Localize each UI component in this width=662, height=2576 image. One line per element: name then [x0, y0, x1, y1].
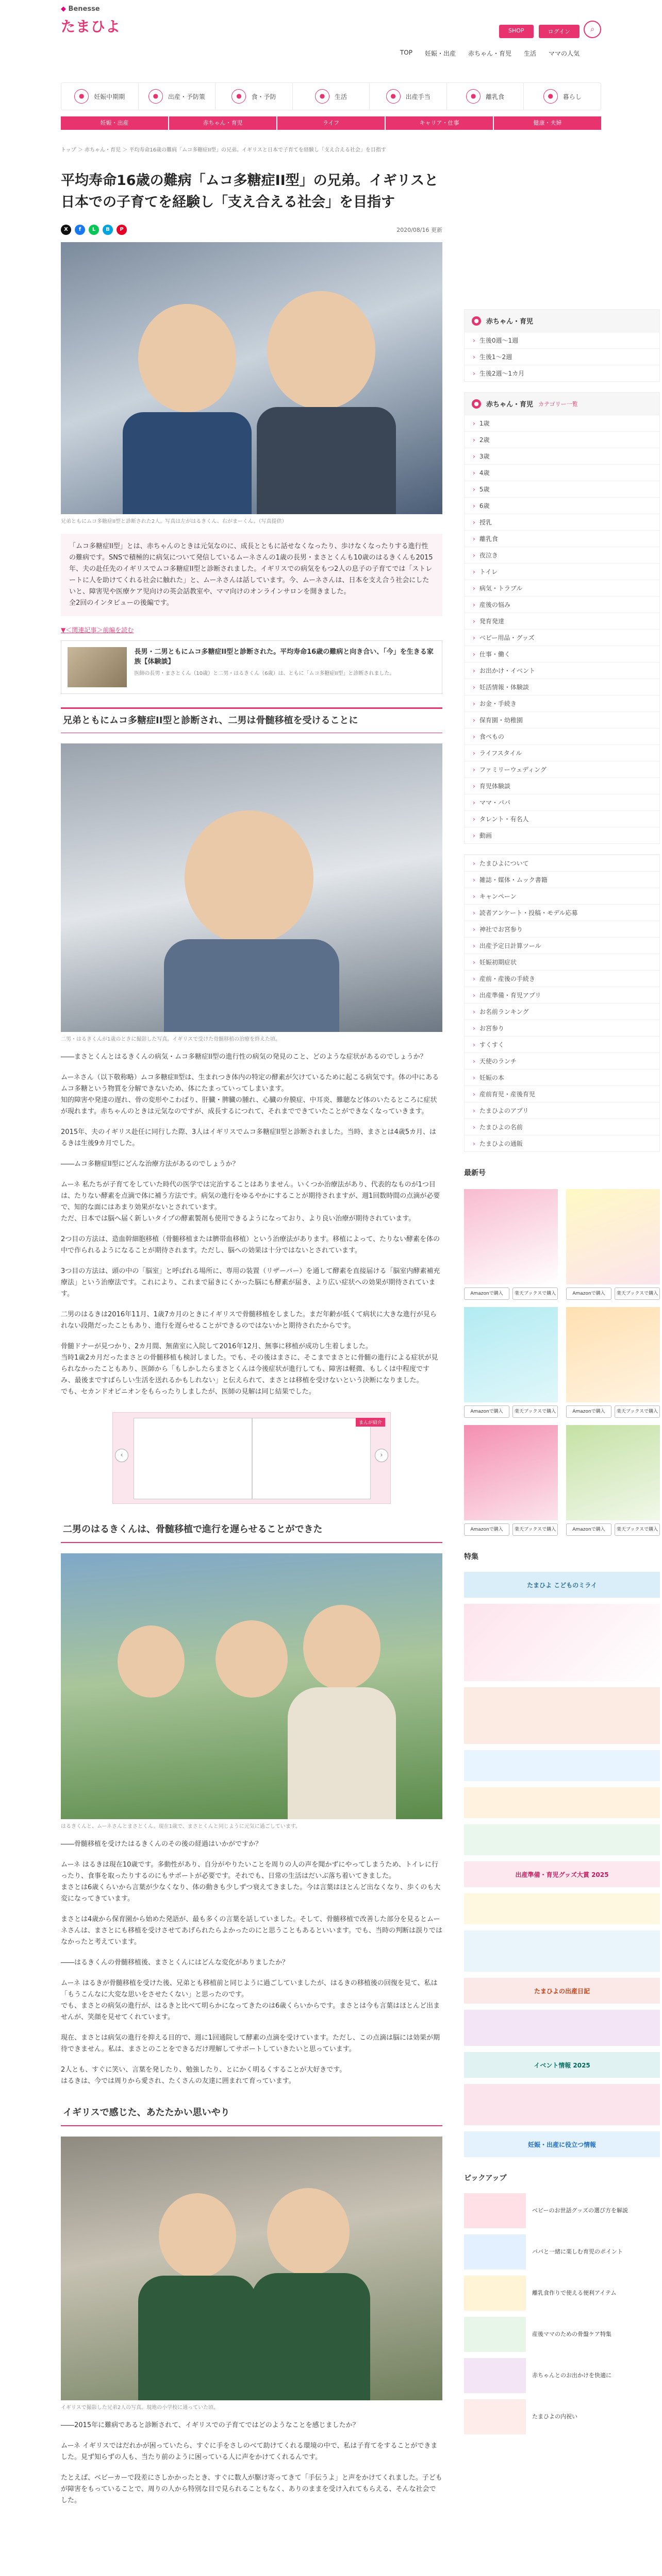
- sidebar-item[interactable]: › 生後1〜2週: [465, 348, 659, 365]
- sidebar-category-item[interactable]: › 発育発達: [465, 613, 659, 629]
- subnav-item[interactable]: 赤ちゃん・育児: [169, 116, 276, 130]
- sidebar-category-item[interactable]: › ファミリーウェディング: [465, 761, 659, 777]
- category-icon: ●: [386, 89, 401, 104]
- rakuten-buy-button[interactable]: 楽天ブックスで購入: [615, 1287, 660, 1300]
- photo-caption: 二男・はるきくんが1歳のときに撮影した写真。イギリスで受けた骨髄移植の治療を終えた頃。: [61, 1037, 281, 1042]
- category-icon: ●: [543, 89, 558, 104]
- article: [61, 170, 442, 2506]
- sidebar-misc-item[interactable]: › たまひよの名前: [465, 1118, 659, 1135]
- feature-banner[interactable]: 妊娠・出産に役立つ情報: [464, 2131, 660, 2157]
- sidebar-category-item[interactable]: › 保育園・幼稚園: [465, 711, 659, 728]
- sidebar-category-item[interactable]: › トイレ: [465, 563, 659, 580]
- sidebar-misc-item[interactable]: › たまひよのアプリ: [465, 1102, 659, 1118]
- related-link[interactable]: ▼＜関連記事＞前編を読む: [61, 626, 134, 634]
- magazine-card: [566, 1425, 660, 1536]
- child-face-left: [138, 304, 236, 412]
- sidebar-category-item[interactable]: › お出かけ・イベント: [465, 662, 659, 679]
- answer-text: 現在、まさとは病気の進行を抑える目的で、週に1回通院して酵素の点滴を受けています。ただし、この点滴は脳には効果が期待できません。私は、まさとのことをできるだけ理解してサポートしていきたいと思っています。: [61, 2034, 440, 2053]
- sidebar-category-item[interactable]: › 3歳: [465, 448, 659, 464]
- feature-banner[interactable]: たまひよ こどものミライ: [464, 1572, 660, 1598]
- magazine-cover[interactable]: [464, 1425, 558, 1520]
- related-thumbnail: [68, 647, 127, 687]
- sidebar-category-item[interactable]: › 5歳: [465, 481, 659, 497]
- answer-text: ムーネ はるきは現在10歳です。多動性があり、自分がやりたいことを周りの人の声を聞かずにやってしまうため、トイレに行ったり、食事を取ったりするのにもサポートが必要です。それでも、日常の生活はだいぶ落ち着いてきました。 まさとは6歳くらいから言葉が少なくなり、体の動きも少しずつ衰えてきました。今は言葉はほとんど出なくなり、歩くのも大変になってきています。: [61, 1861, 441, 1903]
- pickup-thumbnail: [464, 2358, 526, 2393]
- category-icon: ●: [315, 89, 329, 104]
- sidebar-category-item[interactable]: › 食べもの: [465, 728, 659, 744]
- sidebar-misc-item[interactable]: › 天使のランチ: [465, 1053, 659, 1069]
- sidebar-category-item[interactable]: › 2歳: [465, 431, 659, 448]
- pickup-title: パパと一緒に楽しむ育児のポイント: [532, 2248, 623, 2255]
- hero-photo: [61, 242, 442, 514]
- sidebar-category-item[interactable]: › 仕事・働く: [465, 646, 659, 662]
- category-item[interactable]: ● 出産・予防策: [139, 83, 216, 110]
- sidebar-heading: ● 赤ちゃん・育児: [465, 310, 659, 332]
- answer-text: 3つ目の方法は、頭の中の「脳室」と呼ばれる場所に、専用の装置（リザーバー）を通して酵素を直接届ける「脳室内酵素補充療法」という治療法です。これにより、これまで届きにくかった脳にも酵素が届き、より広い症状への効果が期待されています。: [61, 1267, 440, 1298]
- pickup-item[interactable]: [464, 2358, 660, 2393]
- question-text: ――はるきくんの骨髄移植後、まさとくんにはどんな変化がありましたか？: [61, 1959, 289, 1967]
- x-share-icon[interactable]: X: [61, 225, 71, 235]
- related-desc: 医師の長男・まさとくん（10歳）と二男・はるきくん（6歳）は、ともに「ムコ多糖症II型」と診断されました。: [134, 671, 395, 676]
- magazine-cover[interactable]: [566, 1189, 660, 1284]
- gnav-item[interactable]: ママの人気: [548, 50, 580, 57]
- magazine-card: [566, 1307, 660, 1418]
- sidebar-category-item[interactable]: › 1歳: [465, 415, 659, 431]
- feature-banner[interactable]: たまひよの出産日記: [464, 1978, 660, 2004]
- related-title[interactable]: 長男・二男ともにムコ多糖症II型と診断された。平均寿命16歳の難病と向き合い、「今」を生きる家族【体験談】: [134, 648, 434, 666]
- uk-photo: [61, 2137, 442, 2400]
- sidebar-category-item[interactable]: › 育児体験談: [465, 777, 659, 794]
- amazon-buy-button[interactable]: Amazonで購入: [464, 1287, 509, 1300]
- login-button[interactable]: ログイン: [539, 25, 580, 38]
- gnav-item[interactable]: 妊娠・出産: [424, 50, 456, 57]
- sidebar-misc-item[interactable]: › たまひよについて: [465, 855, 659, 871]
- benesse-brand[interactable]: ◆ Benesse: [61, 5, 100, 13]
- pickup-item[interactable]: [464, 2399, 660, 2434]
- pickup-item[interactable]: [464, 2193, 660, 2228]
- magazine-cover[interactable]: [566, 1307, 660, 1402]
- pickup-thumbnail: [464, 2317, 526, 2352]
- answer-text: 2015年、夫のイギリス赴任に同行した際、3人はイギリスでムコ多糖症II型と診断されました。当時、まさとは4歳5カ月、はるきは生後9カ月でした。: [61, 1128, 437, 1147]
- sidebar-category-item[interactable]: › お金・手続き: [465, 695, 659, 711]
- sidebar-misc-item[interactable]: › お名前ランキング: [465, 1003, 659, 1020]
- sidebar-category-item[interactable]: › 産後の悩み: [465, 596, 659, 613]
- category-item[interactable]: ● 出産手当: [370, 83, 447, 110]
- magazine-card: [464, 1425, 558, 1536]
- rakuten-buy-button[interactable]: 楽天ブックスで購入: [512, 1405, 558, 1418]
- answer-text: ムーネ イギリスではだれかが困っていたら、すぐに手をさしのべて助けてくれる環境の中で、私は子育てをすることができました。見ず知らずの人も、当たり前のように困っている人に声をかけてくれるんです。: [61, 2442, 438, 2461]
- category-item[interactable]: ● 生活: [293, 83, 370, 110]
- gnav-item[interactable]: 赤ちゃん・育児: [468, 50, 511, 57]
- subnav-item[interactable]: ライフ: [277, 116, 385, 130]
- subnav-item[interactable]: 健康・夫婦: [494, 116, 601, 130]
- baby-icon: ●: [472, 316, 481, 326]
- child-face: [216, 1620, 288, 1698]
- question-text: ――骨髄移植を受けたはるきくんのその後の経過はいかがですか？: [61, 1840, 262, 1848]
- sidebar: [464, 309, 660, 2434]
- sidebar-misc-item[interactable]: › 読者アンケート・投稿・モデル応募: [465, 904, 659, 921]
- sidebar-category-item[interactable]: › 病気・トラブル: [465, 580, 659, 596]
- section-heading: イギリスで感じた、あたたかい思いやり: [61, 2100, 442, 2126]
- sidebar-misc-item[interactable]: › 神社でお宮参り: [465, 921, 659, 937]
- sidebar-misc-item[interactable]: › 雑誌・媒体・ムック書籍: [465, 871, 659, 888]
- baby-icon: ●: [472, 399, 481, 409]
- line-share-icon[interactable]: L: [89, 225, 99, 235]
- pickup-title: ベビーのお世話グッズの選び方を解説: [532, 2207, 628, 2214]
- category-item[interactable]: ● 妊娠中期期: [61, 83, 139, 110]
- pickup-item[interactable]: [464, 2317, 660, 2352]
- pickup-item[interactable]: [464, 2234, 660, 2269]
- sidebar-misc-item[interactable]: › 出産予定日計算ツール: [465, 937, 659, 954]
- sidebar-category-item[interactable]: › 離乳食: [465, 530, 659, 547]
- gnav-item[interactable]: 生活: [523, 50, 536, 57]
- shop-button[interactable]: SHOP: [499, 25, 534, 38]
- subnav-item[interactable]: キャリア・仕事: [386, 116, 493, 130]
- sidebar-category-item[interactable]: › ベビー用品・グッズ: [465, 629, 659, 646]
- sub-nav: [61, 116, 601, 130]
- sidebar-category-item[interactable]: › ライフスタイル: [465, 744, 659, 761]
- rakuten-buy-button[interactable]: 楽天ブックスで購入: [615, 1523, 660, 1536]
- pinterest-share-icon[interactable]: P: [117, 225, 127, 235]
- magazine-card: [566, 1189, 660, 1300]
- pickup-item[interactable]: [464, 2276, 660, 2311]
- breadcrumb[interactable]: トップ ＞ 赤ちゃん・育児 ＞ 平均寿命16歳の難病「ムコ多糖症II型」の兄弟。イギリスと日本で子育てを経験し「支え合える社会」を目指す: [61, 147, 386, 153]
- question-text: ――まさとくんとはるきくんの病気・ムコ多糖症II型の進行性の病気の発見のこと、どのような症状があるのでしょうか？: [61, 1053, 427, 1061]
- amazon-buy-button[interactable]: Amazonで購入: [464, 1405, 509, 1418]
- amazon-buy-button[interactable]: Amazonで購入: [566, 1405, 611, 1418]
- family-photo: [61, 1553, 442, 1819]
- sidebar-heading: ● 赤ちゃん・育児 カテゴリー一覧: [465, 393, 659, 415]
- amazon-buy-button[interactable]: Amazonで購入: [464, 1523, 509, 1536]
- category-icon: ●: [231, 89, 246, 104]
- answer-text: ムーネ 私たちが子育てをしていた時代の医学では完治することはありません。いくつか治療法があり、代表的なものが1つ目は、たりない酵素を点滴で体に補う方法です。病気の進行をゆるやかにすることが期待されますが、週1回数時間の点滴が必要で、知的な面にはあまり効果がないとされています。 ただ、日本では脳へ届く新しいタイプの酵素製剤も使用できるようになっており、より良い治療が期待されています。: [61, 1181, 440, 1223]
- feature-banner[interactable]: イベント情報 2025: [464, 2052, 660, 2078]
- question-text: ――2015年に難病であると診断されて、イギリスでの子育てではどのようなことを感じましたか？: [61, 2421, 359, 2429]
- magazine-cover[interactable]: [464, 1189, 558, 1284]
- answer-text: たとえば、ベビーカーで段差にさしかかったとき、すぐに数人が駆け寄ってきて「手伝うよ」と声をかけてくれました。子どもが障害をもっていることで、周りの人から特別な目で見られることもなく、ありのままを受け入れてもらえる、そんな社会でした。: [61, 2474, 442, 2504]
- answer-text: ムーネさん（以下敬称略）ムコ多糖症II型は、生まれつき体内の特定の酵素が欠けているために起こる病気です。体の中にあるムコ多糖という物質を分解できないため、体にたまっていってしまいます。 知的障害や発達の遅れ、骨の変形やこわばり、肝臓・脾臓の腫れ、心臓の弁膜症、中耳炎、難聴など体のいたるところに症状が現れます。赤ちゃんのときは元気なのですが、成長するにつれて、それまでできていたことができなくなっていきます。: [61, 1074, 439, 1115]
- pickup-thumbnail: [464, 2276, 526, 2311]
- subnav-item[interactable]: 妊娠・出産: [61, 116, 168, 130]
- sidebar-category-item[interactable]: › 授乳: [465, 514, 659, 530]
- sidebar-item[interactable]: › 生後0週〜1週: [465, 332, 659, 348]
- amazon-buy-button[interactable]: Amazonで購入: [566, 1287, 611, 1300]
- comic-panel: [134, 1418, 252, 1499]
- sidebar-category-item[interactable]: › 妊活情報・体験談: [465, 679, 659, 695]
- photo-caption: 兄弟ともにムコ多糖症II型と診断された2人。写真は左がはるきくん、右がまーくん。（写真提供）: [61, 519, 287, 524]
- photo-caption: イギリスで撮影した兄弟2人の写真。現地の小学校に通っていた頃。: [61, 2405, 219, 2411]
- answer-text: 骨髄ドナーが見つかり、2カ月間、無菌室に入院して2016年12月、無事に移植が成功し生着しました。 当時1歳2カ月だったまさとの骨髄移植も検討しました。でも、その後はまさに、そこまでまさとに骨髄の進行による症状が見られなかったこともあり、医師から「もしかしたらまさとくんは今後症状が進行しても、障害は軽微、もしくは中程度ですみ、最後まですばらしい生活を送れるかもしれない」と伝えられて、まさとは移植を受けないという決断になりました。 でも、セカンドオピニオンをもらったりしましたが、医師の見解は同じ結果でした。: [61, 1343, 438, 1396]
- answer-text: 二男のはるきは2016年11月、1歳7カ月のときにイギリスで骨髄移植をしました。まだ年齢が低くて病状に大きな進行が見られない段階だったこともあり、進行を遅らせることができるのではないかと期待されたからです。: [61, 1311, 437, 1330]
- category-item[interactable]: ● 離乳食: [447, 83, 524, 110]
- facebook-share-icon[interactable]: f: [75, 225, 85, 235]
- question-text: ――ムコ多糖症II型にどんな治療方法があるのでしょうか？: [61, 1160, 239, 1168]
- sidebar-child-box: [464, 309, 660, 382]
- pickup-heading: ピックアップ: [464, 2174, 507, 2182]
- sidebar-misc-item[interactable]: › すくすく: [465, 1036, 659, 1053]
- rakuten-buy-button[interactable]: 楽天ブックスで購入: [615, 1405, 660, 1418]
- category-icon: ●: [148, 89, 163, 104]
- rakuten-buy-button[interactable]: 楽天ブックスで購入: [512, 1287, 558, 1300]
- sidebar-category-item[interactable]: › 6歳: [465, 497, 659, 514]
- pickup-thumbnail: [464, 2193, 526, 2228]
- page-title: 平均寿命16歳の難病「ムコ多糖症II型」の兄弟。イギリスと日本での子育てを経験し「支え合える社会」を目指す: [61, 173, 439, 210]
- child-face: [267, 2188, 350, 2276]
- comic-panel: [252, 1418, 371, 1499]
- sidebar-misc-item[interactable]: › お宮参り: [465, 1020, 659, 1036]
- pickup-thumbnail: [464, 2399, 526, 2434]
- child-face: [185, 810, 313, 944]
- mother-face: [303, 1605, 380, 1690]
- gnav-item[interactable]: TOP: [400, 49, 412, 56]
- pickup-title: 離乳食作りで使える便利アイテム: [532, 2290, 617, 2296]
- share-bar: [61, 225, 127, 235]
- search-icon[interactable]: ⌕: [584, 21, 601, 38]
- sidebar-category-item[interactable]: › タレント・有名人: [465, 810, 659, 827]
- hospital-photo: [61, 743, 442, 1032]
- section-heading: 二男のはるきくんは、骨髄移植で進行を遅らせることができた: [61, 1517, 442, 1543]
- sidebar-misc-item[interactable]: › キャンペーン: [465, 888, 659, 904]
- category-icon: ●: [74, 89, 89, 104]
- category-nav: [61, 82, 601, 110]
- category-icon: ●: [466, 89, 481, 104]
- amazon-buy-button[interactable]: Amazonで購入: [566, 1523, 611, 1536]
- sidebar-category-item[interactable]: › 4歳: [465, 464, 659, 481]
- related-article-card[interactable]: [61, 640, 442, 694]
- sidebar-misc-item[interactable]: › 妊娠の本: [465, 1069, 659, 1086]
- magazine-card: [464, 1307, 558, 1418]
- pickup-title: たまひよの内祝い: [532, 2413, 577, 2420]
- answer-text: ムーネ はるきが骨髄移植を受けた後、兄弟とも移植前と同じように過ごしていましたが、はるきの移植後の回復を見て、私は「もうこんなに大変な思いをさせたくない」と思ったのです。 でも、まさとの病気の進行が、はるきと比べて明らかになってきたのは6歳くらいからです。まさとは今も言葉はほとんど出ませんが、笑顔を見せてくれています。: [61, 1979, 440, 2021]
- category-item[interactable]: ● 暮らし: [524, 83, 601, 110]
- comic-label: まんが紹介: [356, 1418, 385, 1427]
- answer-text: まさとは4歳から保育園から始めた発語が、最も多くの言葉を話していました。そして、骨髄移植で改善した部分を見るとムーネさんは、まさとにも移植を受けさせてあげられたらよかったのにと思うこともあるといいます。でも、当時の判断は誤りではなかったと考えています。: [61, 1916, 442, 1946]
- sidebar-misc-item[interactable]: › 産前育児・産後育児: [465, 1086, 659, 1102]
- rakuten-buy-button[interactable]: 楽天ブックスで購入: [512, 1523, 558, 1536]
- sidebar-item[interactable]: › 生後2週〜1カ月: [465, 365, 659, 381]
- magazine-cover[interactable]: [566, 1425, 660, 1520]
- feature-heading: 特集: [464, 1553, 478, 1561]
- site-header: [0, 0, 662, 61]
- newest-issue-heading: 最新号: [464, 1169, 486, 1177]
- sidebar-misc-item[interactable]: › たまひよの通販: [465, 1135, 659, 1151]
- sidebar-misc-item[interactable]: › 妊娠初期症状: [465, 954, 659, 970]
- child-face: [159, 2193, 236, 2278]
- sidebar-misc-item[interactable]: › 出産準備・育児アプリ: [465, 987, 659, 1003]
- pickup-thumbnail: [464, 2234, 526, 2269]
- sidebar-misc-item[interactable]: › 産前・産後の手続き: [465, 970, 659, 987]
- chevron-right-icon[interactable]: ›: [375, 1449, 388, 1462]
- child-face: [118, 1625, 185, 1698]
- feature-banner[interactable]: 出産準備・育児グッズ大賞 2025: [464, 1861, 660, 1887]
- category-item[interactable]: ● 食・予防: [216, 83, 293, 110]
- magazine-cover[interactable]: [464, 1307, 558, 1402]
- section-heading: 兄弟ともにムコ多糖症II型と診断され、二男は骨髄移植を受けることに: [61, 707, 442, 733]
- pickup-title: 赤ちゃんとのお出かけを快適に: [532, 2372, 611, 2379]
- magazine-card: [464, 1189, 558, 1300]
- sidebar-category-item[interactable]: › ママ・パパ: [465, 794, 659, 810]
- updated-date: 2020/08/16 更新: [396, 227, 442, 233]
- global-nav: [400, 49, 580, 58]
- hatena-share-icon[interactable]: B: [103, 225, 113, 235]
- pickup-title: 産後ママのための骨盤ケア特集: [532, 2331, 611, 2337]
- chevron-left-icon[interactable]: ‹: [115, 1449, 128, 1462]
- lead-text: 「ムコ多糖症II型」とは、赤ちゃんのときは元気なのに、成長とともに話せなくなったり、歩けなくなったりする進行性の難病です。SNSで積極的に病気について発信しているムーネさんの1歳の長男・まさとくんも10歳のはるきくんも2015年、夫の赴任先のイギリスでムコ多糖症II型と診断されました。イギリスでの病気をもつ2人の息子の子育てでは「ストレートに人を助けてくれる社会に触れた」と、ムーネさんは話しています。今、ムーネさんは、日本を支え合う社会にしたいと、障害児や医療ケア児向けの英会話教室や、ママ向けのオンラインサロンを開きました。 全2回のインタビューの後編です。: [61, 534, 442, 616]
- answer-text: 2人とも、すぐに笑い、言葉を発したり、勉強したり、とにかく明るくすることが大好きです。 はるきは、今では周りから愛され、たくさんの友達に囲まれて育っています。: [61, 2066, 346, 2085]
- comic-slider: [112, 1412, 391, 1504]
- sidebar-misc-box: [464, 854, 660, 1152]
- site-logo[interactable]: たまひよ: [61, 18, 121, 35]
- photo-caption: はるきくんと、ムーネさんとまさとくん。現在1歳で、まさとくんと同じように元気に過ごしています。: [61, 1824, 301, 1829]
- sidebar-category-item[interactable]: › 動画: [465, 827, 659, 843]
- sidebar-category-box: [464, 392, 660, 844]
- sidebar-category-item[interactable]: › 夜泣き: [465, 547, 659, 563]
- answer-text: 2つ目の方法は、造血幹細胞移植（骨髄移植または臍帯血移植）という治療法があります。移植によって、たりない酵素を体の中で作られるようになることが期待されます。ただし、脳への効果は十分ではないとされています。: [61, 1235, 440, 1255]
- child-face-right: [267, 291, 375, 410]
